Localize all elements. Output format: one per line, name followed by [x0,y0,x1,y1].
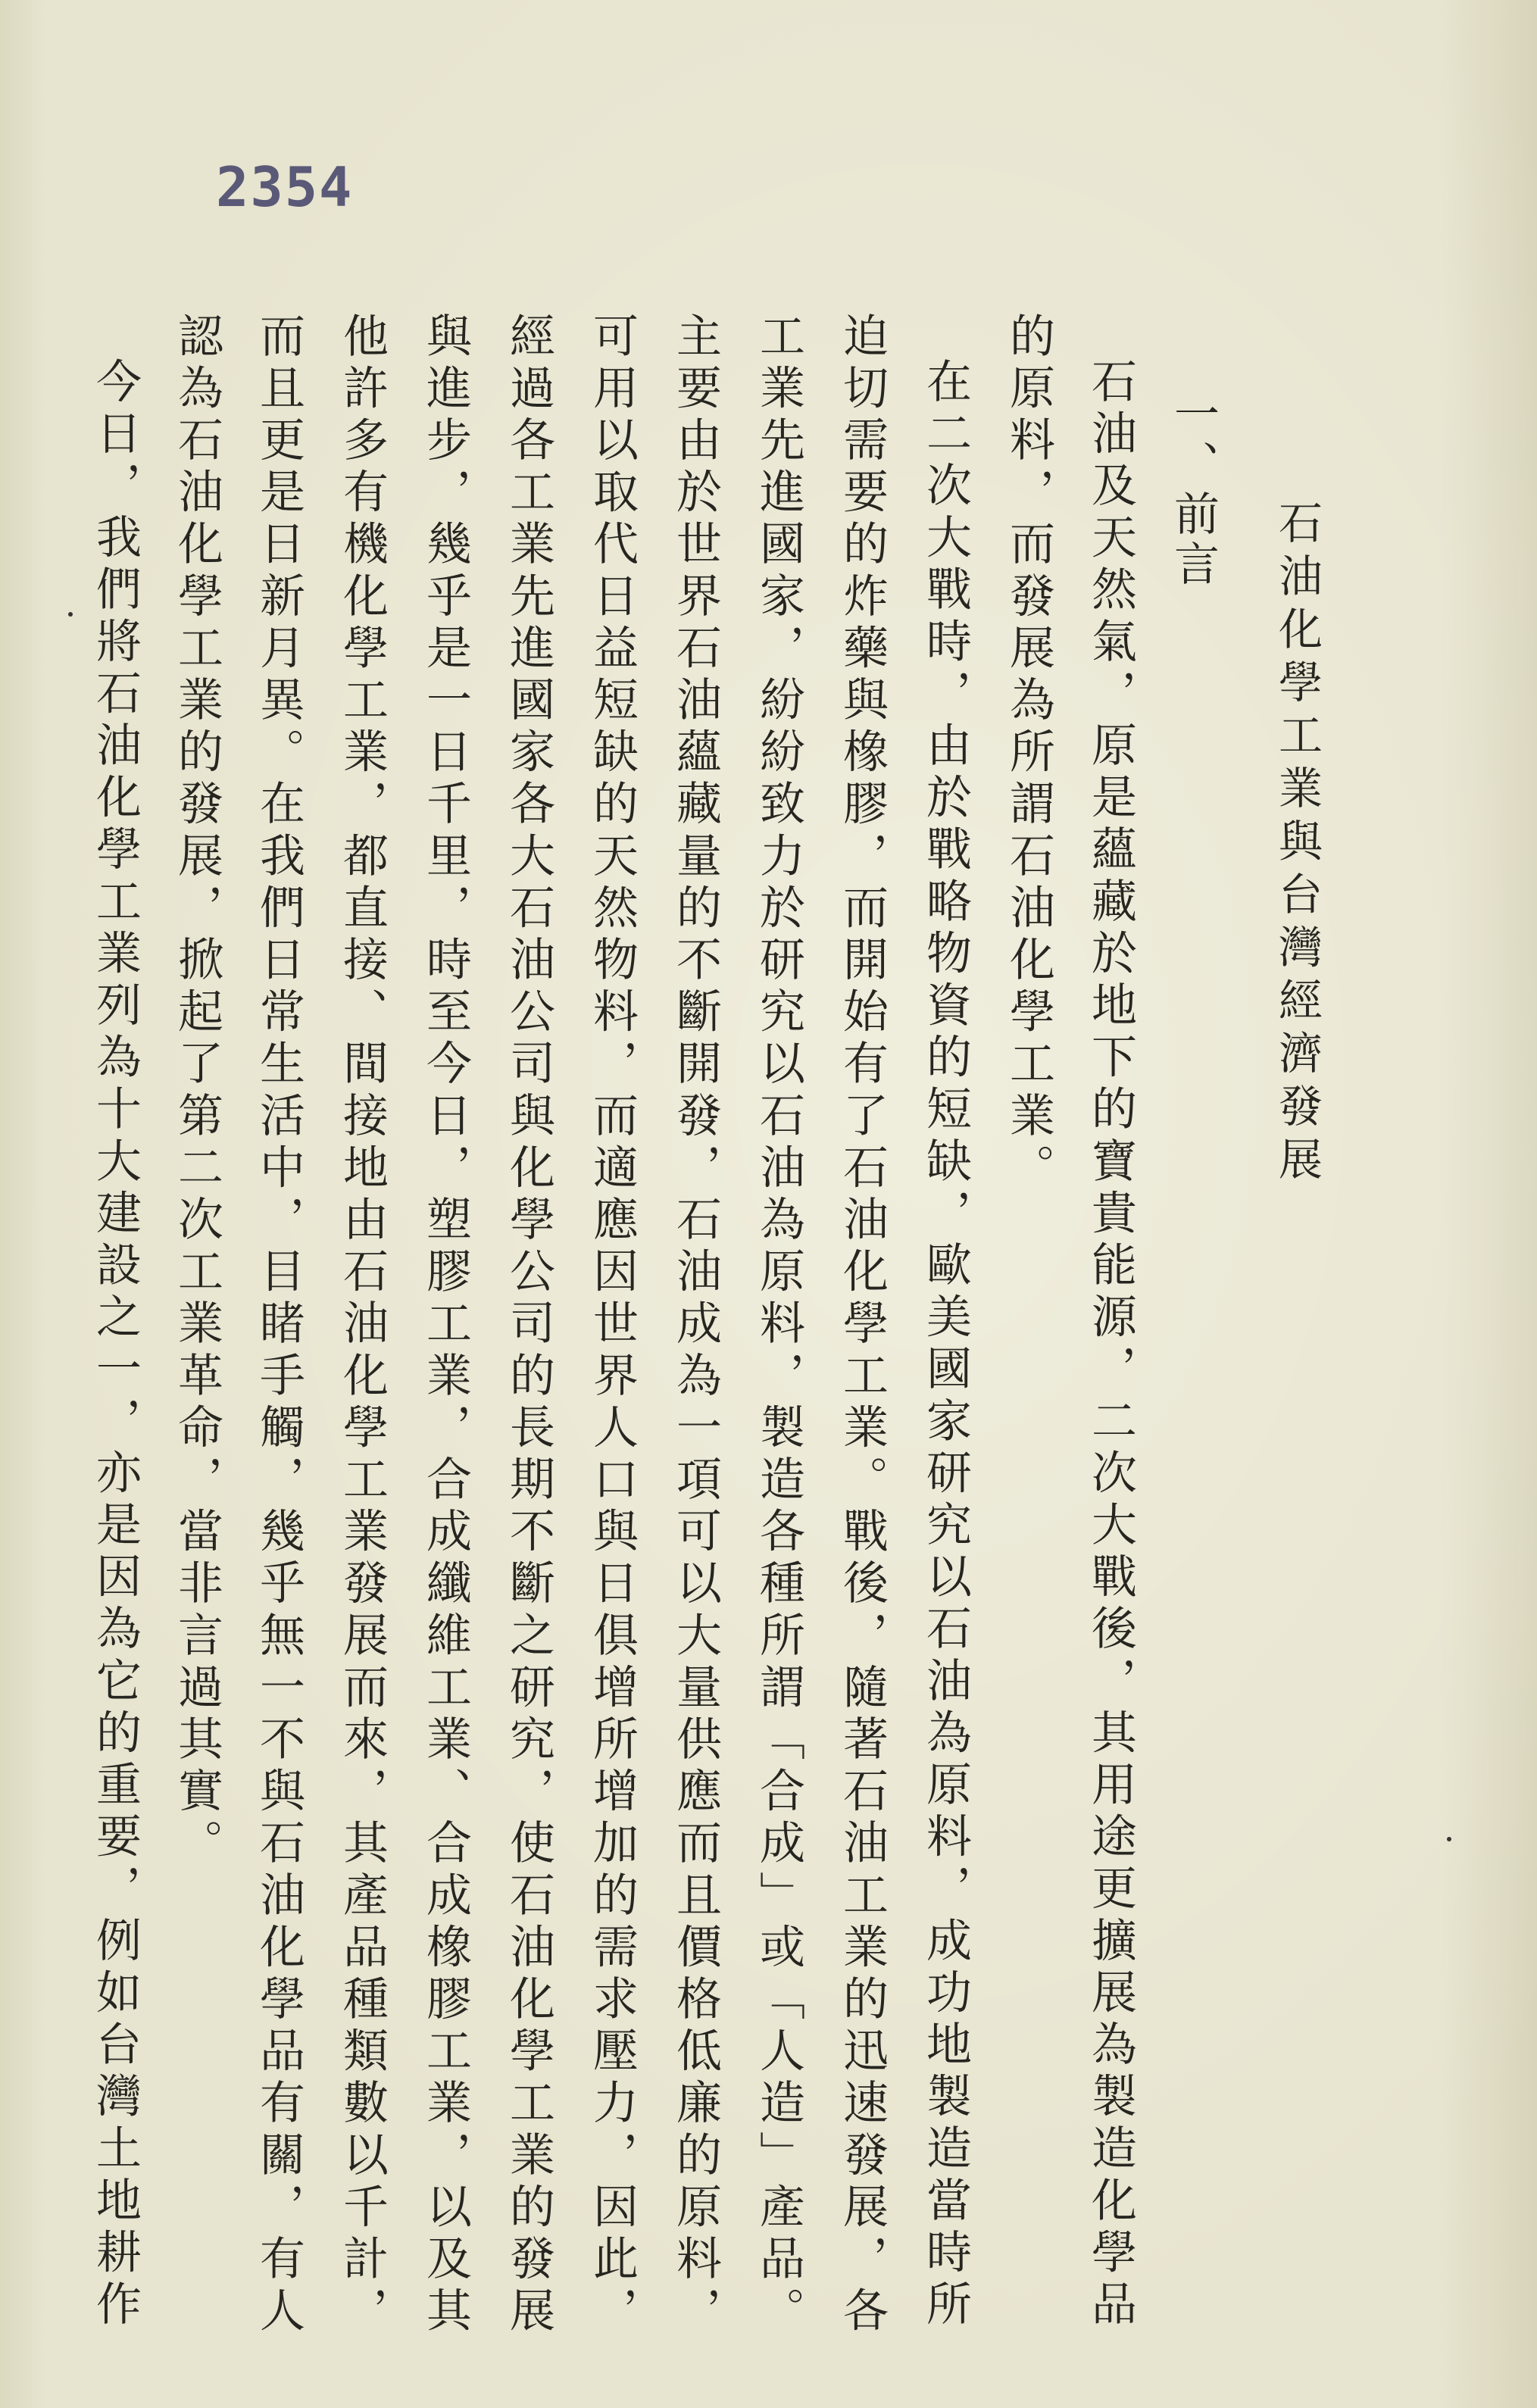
document-title: 石油化學工業與台灣經濟發展 [1271,500,1323,1189]
text-column: 的原料，而發展為所謂石油化學工業。 [1002,312,1055,1196]
page-number-stamp: 2354 [216,155,354,219]
text-column: 主要由於世界石油蘊藏量的不斷開發，石油成為一項可以大量供應而且價格低廉的原料， [669,312,722,2339]
paper-speck [68,612,73,617]
text-column: 在二次大戰時，由於戰略物資的短缺，歐美國家研究以石油為原料，成功地製造當時所 [919,358,972,2332]
text-column: 他許多有機化學工業，都直接、間接地由石油化學工業發展而來，其產品種類數以千計， [336,312,389,2339]
text-column: 而且更是日新月異。在我們日常生活中，目睹手觸，幾乎無一不與石油化學品有關，有人 [252,312,305,2339]
text-column: 迫切需要的炸藥與橡膠，而開始有了石油化學工業。戰後，隨著石油工業的迅速發展，各 [836,312,889,2339]
text-column: 石油及天然氣，原是蘊藏於地下的寶貴能源，二次大戰後，其用途更擴展為製造化學品 [1084,358,1137,2332]
text-column: 經過各工業先進國家各大石油公司與化學公司的長期不斷之研究，使石油化學工業的發展 [502,312,555,2339]
text-column: 今日，我們將石油化學工業列為十大建設之一，亦是因為它的重要，例如台灣土地耕作 [89,358,142,2332]
text-column: 可用以取代日益短缺的天然物料，而適應因世界人口與日俱增所增加的需求壓力，因此， [586,312,639,2339]
paper-speck [1447,1837,1451,1841]
text-column: 與進步，幾乎是一日千里，時至今日，塑膠工業，合成纖維工業、合成橡膠工業，以及其 [419,312,472,2339]
section-heading: 一、前言 [1167,390,1220,590]
text-column: 工業先進國家，紛紛致力於研究以石油為原料，製造各種所謂「合成」或「人造」產品。 [752,312,805,2339]
text-column: 認為石油化學工業的發展，掀起了第二次工業革命，當非言過其實。 [170,312,223,1871]
